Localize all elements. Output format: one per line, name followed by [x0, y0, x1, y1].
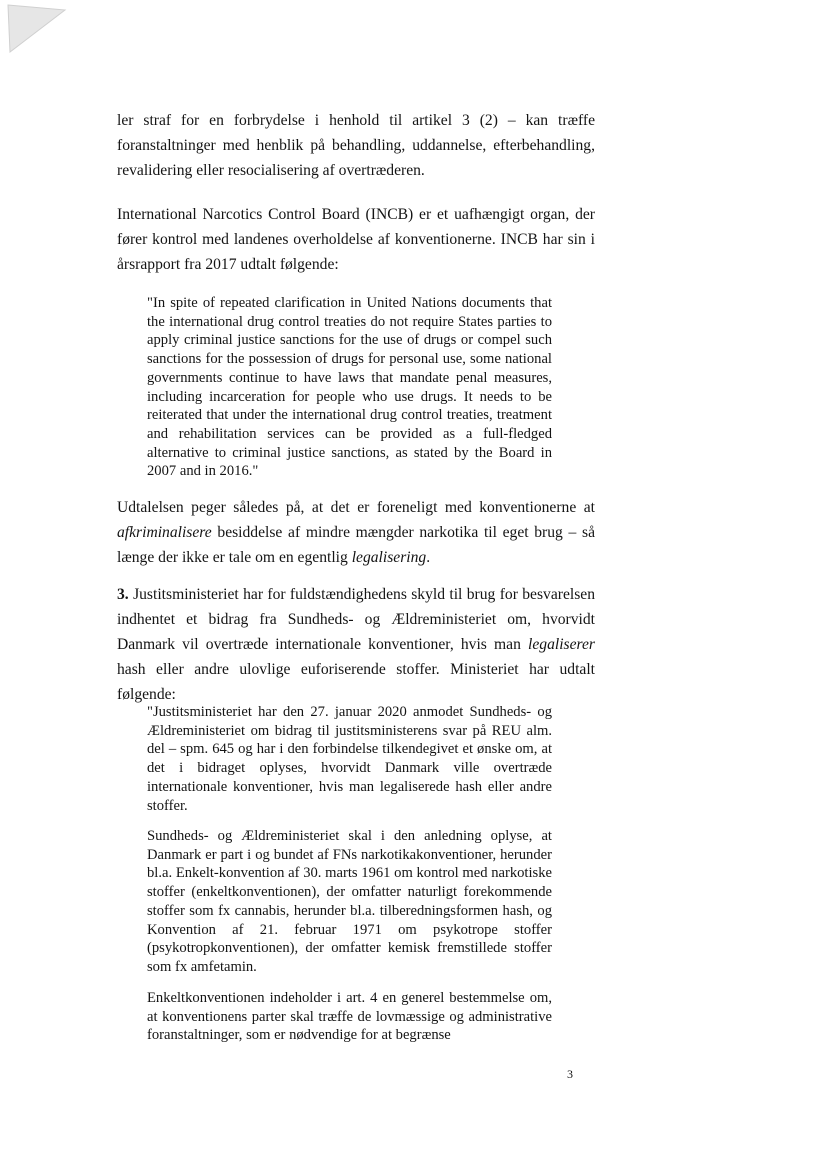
quote-ministry-conventions: Sundheds- og Ældreministeriet skal i den anledning oplyse, at Danmark er part i og bundet af FNs narkotikakonventioner, herunder bl.a. Enkelt-konvention af 30. marts 1961 om kontrol med narkotiske stoffer (enkeltkonventionen), der omfatter naturligt forekommende stoffer som fx cannabis, herunder bl.a. tilberedningsformen hash, og Konvention af 21. februar 1971 om psykotrope stoffer (psykotropkonventionen), der omfatter kemisk fremstillede stoffer som fx amfetamin.	[147, 828, 552, 975]
statement-text-c: besiddelse af mindre mængder narkotika til eget brug – så længe der ikke er tale om en egentlig	[117, 524, 595, 566]
section-text-c: hash eller andre ulovlige euforiserende stoffer. Ministeriet har udtalt følgende:	[117, 661, 595, 703]
quote-ministry-article4: Enkeltkonventionen indeholder i art. 4 en generel bestemmelse om, at konventionens parter skal træffe de lovmæssige og administrative foranstaltninger, som er nødvendige for at begrænse	[147, 990, 552, 1044]
term-afkriminalisere: afkriminalisere	[117, 524, 212, 541]
paragraph-statement	[117, 495, 595, 570]
section-text-a: Justitsministeriet har for fuldstændighedens skyld til brug for besvarelsen indhentet et bidrag fra Sundheds- og Ældreministeriet om, hvorvidt Danmark vil overtræde internationale konventioner, hvis man	[117, 586, 595, 653]
paragraph-section-3	[117, 582, 595, 707]
term-legaliserer: legaliserer	[528, 636, 595, 653]
page-number: 3	[567, 1067, 573, 1081]
paragraph-incb: International Narcotics Control Board (INCB) er et uafhængigt organ, der fører kontrol med landenes overholdelse af konventionerne. INCB har sin i årsrapport fra 2017 udtalt følgende:	[117, 206, 595, 273]
statement-text-a: Udtalelsen peger således på, at det er foreneligt med konventionerne at	[117, 499, 595, 516]
paragraph-continued: ler straf for en forbrydelse i henhold til artikel 3 (2) – kan træffe foranstaltninger med henblik på behandling, uddannelse, efterbehandling, revalidering eller resocialisering af overtræderen.	[117, 112, 595, 179]
statement-text-e: .	[426, 549, 431, 566]
term-legalisering: legalisering	[351, 549, 427, 566]
quote-incb-report: "In spite of repeated clarification in United Nations documents that the international drug control treaties do not require States parties to apply criminal justice sanctions for the use of drugs or compel such sanctions for the possession of drugs for personal use, some national governments continue to have laws that mandate penal measures, including incarceration for people who use drugs. It needs to be reiterated that under the international drug control treaties, treatment and rehabilitation services can be provided as a full-fledged alternative to criminal justice sanctions, as stated by the Board in 2007 and in 2016."	[147, 295, 552, 480]
page-corner-fold	[0, 0, 70, 60]
quote-ministry-intro: "Justitsministeriet har den 27. januar 2020 anmodet Sundheds- og Ældreministeriet om bidrag til justitsministerens svar på REU alm. del – spm. 645 og har i den forbindelse tilkendegivet et ønske om, at det i bidraget oplyses, hvorvidt Danmark ville overtræde internationale konventioner, hvis man legaliserede hash eller andre stoffer.	[147, 704, 552, 814]
section-number: 3.	[117, 586, 129, 603]
